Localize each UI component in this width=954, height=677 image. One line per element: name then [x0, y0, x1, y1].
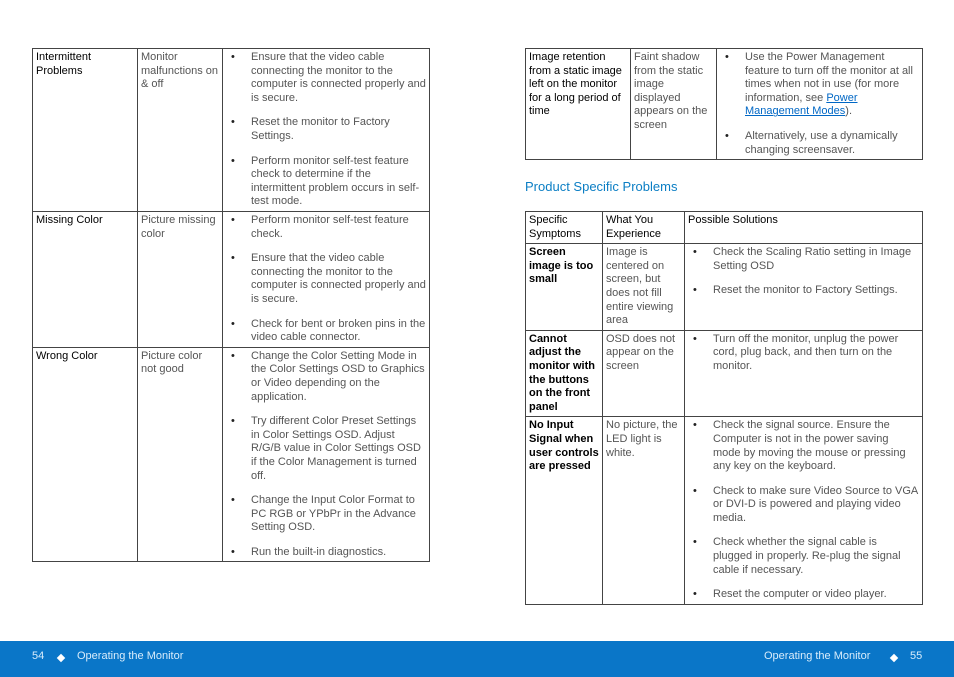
table-row [33, 49, 430, 212]
symptom-cell: No Input Signal when user controls are pressed [526, 417, 603, 605]
image-retention-table [525, 48, 923, 160]
symptom-cell: Image retention from a static image left on the monitor for a long period of time [526, 49, 631, 160]
symptom-cell: Missing Color [33, 212, 138, 348]
list-item: • Change the Input Color Format to PC RGB or YPbPr in the Advance Setting OSD. [229, 494, 426, 535]
list-item: • Reset the monitor to Factory Settings. [691, 284, 919, 298]
left-troubleshooting-table [32, 48, 430, 562]
solution-text: Use the Power Management feature to turn off the monitor at all times when not in use (for more information, see [745, 51, 913, 104]
list-item: • Perform monitor self-test feature check to determine if the intermittent problem occurs in self-test mode. [229, 155, 426, 209]
solutions-cell [685, 417, 923, 605]
list-item: • Check for bent or broken pins in the video cable connector. [229, 318, 426, 345]
symptom-cell: Cannot adjust the monitor with the buttons on the front panel [526, 330, 603, 417]
list-item: • Turn off the monitor, unplug the power cord, plug back, and then turn on the monitor. [691, 333, 919, 374]
product-specific-table [525, 211, 923, 605]
symptom-cell: Intermittent Problems [33, 49, 138, 212]
solutions-cell [223, 212, 430, 348]
list-item: • Check the Scaling Ratio setting in Image Setting OSD [691, 246, 919, 273]
experience-cell: Picture color not good [138, 347, 223, 562]
section-title: Product Specific Problems [525, 179, 678, 194]
table-header-row [526, 212, 923, 244]
list-item: • Ensure that the video cable connecting the monitor to the computer is connected properly and is secure. [229, 51, 426, 105]
list-item: • Ensure that the video cable connecting the monitor to the computer is connected properly and is secure. [229, 252, 426, 306]
experience-cell: Monitor malfunctions on & off [138, 49, 223, 212]
list-item: • Try different Color Preset Settings in Color Settings OSD. Adjust R/G/B value in Color Settings OSD if the Color Management is turned off. [229, 415, 426, 483]
solutions-cell [717, 49, 923, 160]
symptom-cell: Screen image is too small [526, 244, 603, 331]
list-item: • Check whether the signal cable is plugged in properly. Re-plug the signal cable if necessary. [691, 536, 919, 577]
table-row [526, 244, 923, 331]
table-row [526, 330, 923, 417]
experience-cell: OSD does not appear on the screen [603, 330, 685, 417]
page-footer [0, 641, 954, 677]
diamond-icon [57, 654, 65, 662]
list-item: • Change the Color Setting Mode in the Color Settings OSD to Graphics or Video depending on the application. [229, 350, 426, 404]
column-header: Specific Symptoms [526, 212, 603, 244]
list-item: • Reset the monitor to Factory Settings. [229, 116, 426, 143]
experience-cell: Picture missing color [138, 212, 223, 348]
table-row [526, 417, 923, 605]
solutions-cell [685, 330, 923, 417]
solution-text: ). [845, 105, 853, 118]
column-header: What You Experience [603, 212, 685, 244]
list-item: • Run the built-in diagnostics. [229, 546, 426, 560]
symptom-cell: Wrong Color [33, 347, 138, 562]
experience-cell: Faint shadow from the static image displayed appears on the screen [631, 49, 717, 160]
solutions-cell [223, 49, 430, 212]
list-item: • Alternatively, use a dynamically changing screensaver. [723, 130, 919, 157]
right-footer-label: Operating the Monitor [764, 650, 871, 662]
list-item: • Check the signal source. Ensure the Computer is not in the power saving mode by moving the mouse or pressing any key on the keyboard. [691, 419, 919, 473]
table-row [33, 212, 430, 348]
experience-cell: No picture, the LED light is white. [603, 417, 685, 605]
right-page-number: 55 [910, 650, 923, 662]
list-item: • Reset the computer or video player. [691, 588, 919, 602]
column-header: Possible Solutions [685, 212, 923, 244]
experience-cell: Image is centered on screen, but does not fill entire viewing area [603, 244, 685, 331]
solutions-cell [223, 347, 430, 562]
table-row [33, 347, 430, 562]
left-footer-label: Operating the Monitor [77, 650, 184, 662]
list-item: • Check to make sure Video Source to VGA or DVI-D is powered and playing video media. [691, 485, 919, 526]
left-page-number: 54 [32, 650, 45, 662]
power-management-modes-link[interactable]: Power Management Modes [745, 91, 858, 118]
diamond-icon [890, 654, 898, 662]
list-item: • Perform monitor self-test feature check. [229, 214, 426, 241]
solutions-cell [685, 244, 923, 331]
table-row [526, 49, 923, 160]
list-item [723, 51, 919, 119]
